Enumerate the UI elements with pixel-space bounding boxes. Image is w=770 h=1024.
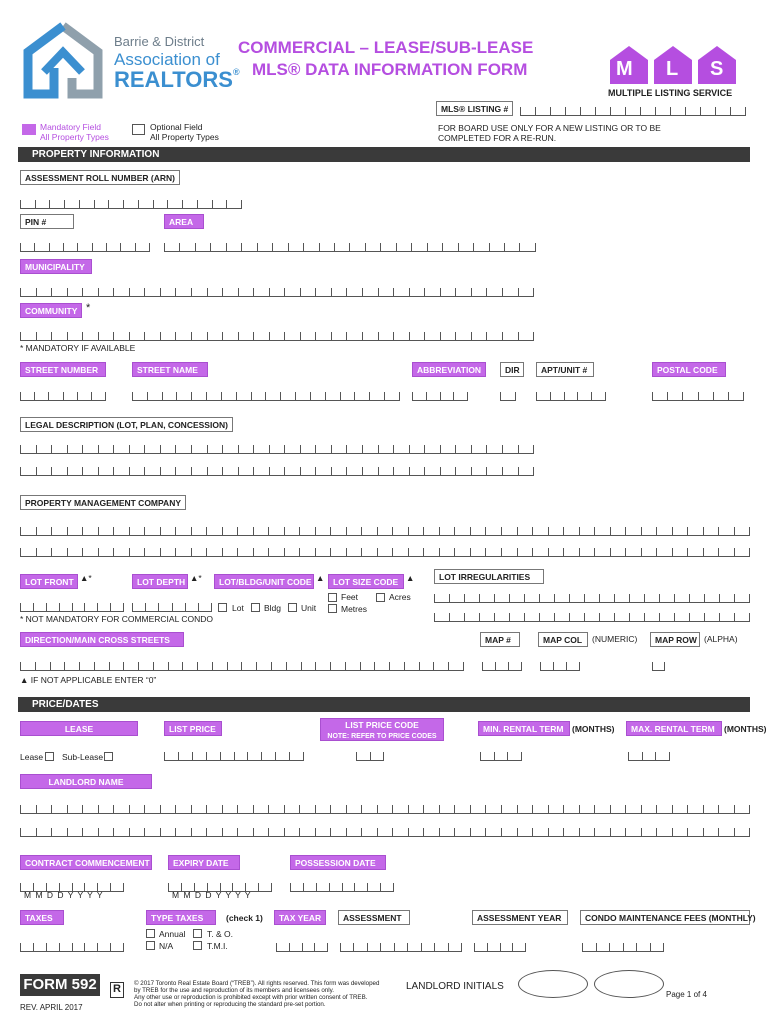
revision-date: REV. APRIL 2017	[20, 1003, 83, 1012]
to-checkbox[interactable]	[193, 929, 202, 938]
mandatory-legend-1: Mandatory Field	[40, 122, 101, 132]
min-rental-boxes[interactable]	[480, 752, 522, 761]
check-one-note: (check 1)	[226, 913, 263, 923]
feet-checkbox[interactable]	[328, 593, 337, 602]
assessment-year-boxes[interactable]	[474, 943, 526, 952]
logo-line2: Association of	[114, 50, 220, 69]
lot-front-label: LOT FRONT	[20, 574, 78, 589]
na-option: N/A	[159, 941, 174, 951]
assessment-label: ASSESSMENT	[338, 910, 410, 925]
apt-unit-boxes[interactable]	[536, 392, 606, 401]
optional-legend-1: Optional Field	[150, 122, 203, 132]
metres-option: Metres	[341, 604, 367, 614]
lot-depth-mark: ▲*	[190, 573, 202, 583]
lot-depth-label: LOT DEPTH	[132, 574, 188, 589]
initials-oval-2[interactable]	[594, 970, 664, 998]
area-label: AREA	[164, 214, 204, 229]
list-price-boxes[interactable]	[164, 752, 304, 761]
mls-letter-s: S	[710, 58, 724, 80]
max-rental-boxes[interactable]	[628, 752, 670, 761]
condo-fees-label: CONDO MAINTENANCE FEES (MONTHLY)	[580, 910, 750, 925]
copyright-4: Do not alter when printing or reproducing the standard pre-set portion.	[134, 1001, 326, 1008]
pm-boxes-2[interactable]	[20, 548, 750, 557]
assessment-year-label: ASSESSMENT YEAR	[472, 910, 568, 925]
possession-date-label: POSSESSION DATE	[290, 855, 386, 870]
mls-letter-l: L	[666, 58, 679, 80]
not-mandatory-note: * NOT MANDATORY FOR COMMERCIAL CONDO	[20, 614, 214, 624]
copyright-3: Any other use or reproduction is prohibited except with prior written consent of TREB.	[134, 994, 368, 1001]
arn-label: ASSESSMENT ROLL NUMBER (ARN)	[20, 170, 180, 185]
pin-label: PIN #	[20, 214, 74, 229]
unit-option: Unit	[301, 603, 317, 613]
possession-boxes[interactable]	[290, 883, 394, 892]
list-price-code-boxes[interactable]	[356, 752, 384, 761]
to-option: T. & O.	[207, 929, 233, 939]
max-months: (MONTHS)	[724, 724, 767, 734]
mandatory-if-available: * MANDATORY IF AVAILABLE	[20, 343, 136, 353]
expiry-format: M M D D Y Y Y Y	[172, 890, 252, 900]
lot-size-code-label: LOT SIZE CODE	[328, 574, 404, 589]
bldg-checkbox[interactable]	[251, 603, 260, 612]
board-use-2: COMPLETED FOR A RE-RUN.	[438, 133, 557, 143]
form-number: FORM 592	[20, 974, 100, 996]
map-col-boxes[interactable]	[540, 662, 580, 671]
arn-boxes[interactable]	[20, 200, 242, 209]
lot-size-triangle: ▲	[406, 573, 415, 583]
expiry-date-label: EXPIRY DATE	[168, 855, 240, 870]
direction-label: DIRECTION/MAIN CROSS STREETS	[20, 632, 184, 647]
mls-tagline: MULTIPLE LISTING SERVICE	[608, 88, 733, 98]
pin-boxes[interactable]	[20, 243, 150, 252]
max-rental-term-label: MAX. RENTAL TERM	[626, 721, 722, 736]
realtor-logo-icon: R	[110, 982, 124, 998]
form-title-1: COMMERCIAL – LEASE/SUB-LEASE	[238, 38, 534, 57]
copyright-1: © 2017 Toronto Real Estate Board (“TREB”). All rights reserved. This form was developed	[134, 980, 380, 987]
mls-listing-boxes[interactable]	[520, 107, 746, 116]
assessment-boxes[interactable]	[340, 943, 462, 952]
property-section-header: PROPERTY INFORMATION	[18, 147, 750, 162]
lease-label: LEASE	[20, 721, 138, 736]
map-col-label: MAP COL	[538, 632, 588, 647]
abbreviation-boxes[interactable]	[412, 392, 468, 401]
tmi-checkbox[interactable]	[193, 941, 202, 950]
street-name-boxes[interactable]	[132, 392, 400, 401]
unit-checkbox[interactable]	[288, 603, 297, 612]
board-use-1: FOR BOARD USE ONLY FOR A NEW LISTING OR TO BE	[438, 123, 661, 133]
pm-boxes-1[interactable]	[20, 527, 750, 536]
abbreviation-label: ABBREVIATION	[412, 362, 486, 377]
community-label: COMMUNITY	[20, 303, 82, 318]
tax-year-boxes[interactable]	[276, 943, 328, 952]
taxes-label: TAXES	[20, 910, 64, 925]
page-number: Page 1 of 4	[666, 990, 707, 999]
association-logo	[22, 22, 240, 102]
feet-option: Feet	[341, 592, 359, 602]
optional-swatch	[132, 124, 145, 135]
acres-checkbox[interactable]	[376, 593, 385, 602]
price-section-header: PRICE/DATES	[18, 697, 750, 712]
postal-code-boxes[interactable]	[652, 392, 744, 401]
form-title-2: MLS® DATA INFORMATION FORM	[252, 60, 528, 79]
price-code-note: NOTE: REFER TO PRICE CODES	[327, 733, 437, 740]
street-number-label: STREET NUMBER	[20, 362, 106, 377]
logo-line1: Barrie & District	[114, 34, 205, 49]
lot-front-boxes[interactable]	[20, 603, 124, 612]
acres-option: Acres	[389, 592, 411, 602]
lease-checkbox[interactable]	[45, 752, 54, 761]
lot-depth-boxes[interactable]	[132, 603, 212, 612]
map-row-label: MAP ROW	[650, 632, 700, 647]
postal-code-label: POSTAL CODE	[652, 362, 726, 377]
landlord-boxes-1[interactable]	[20, 805, 750, 814]
list-price-label: LIST PRICE	[164, 721, 222, 736]
initials-oval-1[interactable]	[518, 970, 588, 998]
map-num-label: MAP #	[480, 632, 520, 647]
mls-logo	[608, 44, 748, 102]
logo-line3-wrap	[114, 67, 240, 93]
lease-option: Lease	[20, 752, 44, 762]
dir-boxes[interactable]	[500, 392, 516, 401]
alpha-note: (ALPHA)	[704, 634, 738, 644]
mls-listing-label: MLS® LISTING #	[436, 101, 513, 116]
community-star: *	[86, 302, 91, 314]
house-logo-icon	[22, 22, 104, 100]
metres-checkbox[interactable]	[328, 604, 337, 613]
tmi-option: T.M.I.	[207, 941, 228, 951]
sublease-checkbox[interactable]	[104, 752, 113, 761]
landlord-boxes-2[interactable]	[20, 828, 750, 837]
list-price-code-label	[320, 718, 444, 741]
lot-option: Lot	[232, 603, 244, 613]
landlord-name-label: LANDLORD NAME	[20, 774, 152, 789]
lot-irregularities-label: LOT IRREGULARITIES	[434, 569, 544, 584]
lot-checkbox[interactable]	[218, 603, 227, 612]
legal-boxes-2[interactable]	[20, 467, 534, 476]
direction-boxes[interactable]	[20, 662, 464, 671]
lot-bldg-triangle: ▲	[316, 573, 325, 583]
numeric-note: (NUMERIC)	[592, 634, 638, 644]
min-rental-term-label: MIN. RENTAL TERM	[478, 721, 570, 736]
legal-description-label: LEGAL DESCRIPTION (LOT, PLAN, CONCESSION)	[20, 417, 233, 432]
lot-front-mark: ▲*	[80, 573, 92, 583]
map-num-boxes[interactable]	[482, 662, 522, 671]
commencement-format: M M D D Y Y Y Y	[24, 890, 104, 900]
min-months: (MONTHS)	[572, 724, 615, 734]
lot-irregularities-boxes[interactable]	[434, 594, 750, 603]
mandatory-legend-2: All Property Types	[40, 132, 109, 142]
bldg-option: Bldg	[264, 603, 282, 613]
registered-mark: ®	[232, 67, 240, 77]
lot-bldg-unit-label: LOT/BLDG/UNIT CODE	[214, 574, 314, 589]
map-row-boxes[interactable]	[652, 662, 665, 671]
street-number-boxes[interactable]	[20, 392, 106, 401]
community-boxes[interactable]	[20, 332, 534, 341]
property-management-label: PROPERTY MANAGEMENT COMPANY	[20, 495, 186, 510]
mandatory-swatch	[22, 124, 36, 135]
lot-irregularities-boxes-2[interactable]	[434, 613, 750, 622]
optional-legend-2: All Property Types	[150, 132, 219, 142]
street-name-label: STREET NAME	[132, 362, 208, 377]
if-not-applicable-note: ▲ IF NOT APPLICABLE ENTER “0”	[20, 675, 157, 685]
taxes-boxes[interactable]	[20, 943, 124, 952]
annual-checkbox[interactable]	[146, 929, 155, 938]
sublease-option: Sub-Lease	[62, 752, 104, 762]
mls-letter-m: M	[616, 58, 633, 80]
copyright-2: by TREB for the use and reproduction of its members and licensees only.	[134, 987, 334, 994]
apt-unit-label: APT/UNIT #	[536, 362, 594, 377]
annual-option: Annual	[159, 929, 186, 939]
municipality-boxes[interactable]	[20, 288, 534, 297]
area-boxes[interactable]	[164, 243, 536, 252]
type-taxes-label: TYPE TAXES	[146, 910, 216, 925]
list-price-code-title: LIST PRICE CODE	[345, 720, 419, 730]
tax-year-label: TAX YEAR	[274, 910, 326, 925]
landlord-initials-label: LANDLORD INITIALS	[406, 981, 504, 992]
contract-commencement-label: CONTRACT COMMENCEMENT	[20, 855, 152, 870]
dir-label: DIR	[500, 362, 524, 377]
na-checkbox[interactable]	[146, 941, 155, 950]
legal-boxes-1[interactable]	[20, 445, 534, 454]
municipality-label: MUNICIPALITY	[20, 259, 92, 274]
logo-line3: REALTORS	[114, 67, 233, 92]
condo-fees-boxes[interactable]	[582, 943, 664, 952]
